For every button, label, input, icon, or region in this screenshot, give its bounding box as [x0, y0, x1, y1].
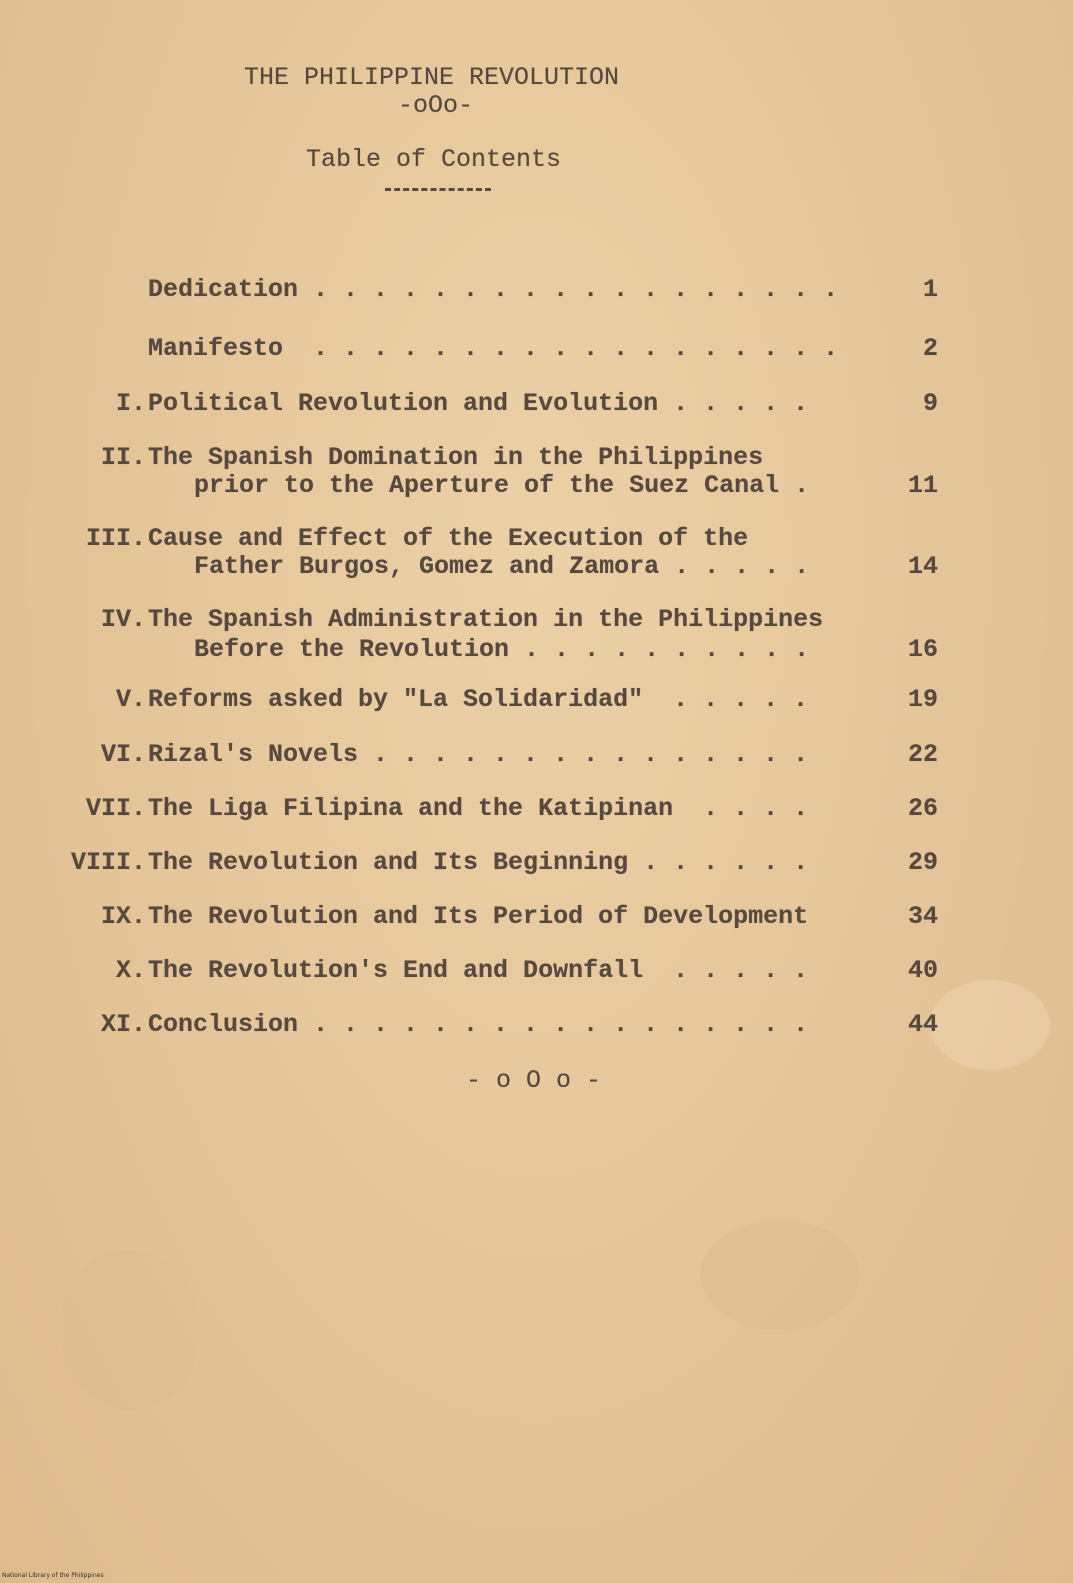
toc-page-number: 19 [907, 685, 938, 714]
toc-title: Dedication . . . . . . . . . . . . . . . . . . [148, 275, 839, 304]
toc-title: The Spanish Administration in the Philippines [148, 605, 824, 634]
toc-numeral: III. [85, 524, 146, 553]
toc-title: Reforms asked by "La Solidaridad" . . . . . [148, 685, 809, 714]
document-title: THE PHILIPPINE REVOLUTION [244, 63, 620, 92]
toc-title-continuation: Before the Revolution . . . . . . . . . . [194, 635, 810, 664]
toc-title-continuation: Father Burgos, Gomez and Zamora . . . . . [194, 552, 810, 581]
toc-title: Conclusion . . . . . . . . . . . . . . . . . [148, 1010, 809, 1039]
toc-page-number: 14 [907, 552, 938, 581]
closing-ornament: - o O o - [466, 1066, 602, 1095]
toc-numeral: X. [115, 956, 146, 985]
toc-numeral: I. [115, 389, 146, 418]
title-ornament: -oOo- [398, 91, 474, 120]
toc-numeral: IV. [100, 605, 146, 634]
toc-numeral: VII. [85, 794, 146, 823]
toc-title: The Revolution and Its Beginning . . . . . . [148, 848, 809, 877]
toc-page-number: 26 [907, 794, 938, 823]
toc-heading: Table of Contents [306, 145, 562, 174]
toc-title: Cause and Effect of the Execution of the [148, 524, 749, 553]
toc-title: The Liga Filipina and the Katipinan . . . . [148, 794, 809, 823]
toc-page-number: 16 [907, 635, 938, 664]
library-credit: National Library of the Philippines [2, 1572, 104, 1579]
toc-page-number: 2 [922, 334, 938, 363]
toc-title: The Revolution's End and Downfall . . . . . [148, 956, 809, 985]
toc-title: Political Revolution and Evolution . . . . . [148, 389, 809, 418]
toc-title: Manifesto . . . . . . . . . . . . . . . . . . [148, 334, 839, 363]
toc-title: The Revolution and Its Period of Development [148, 902, 809, 931]
toc-page-number: 1 [922, 275, 938, 304]
toc-numeral: XI. [100, 1010, 146, 1039]
toc-numeral: VI. [100, 740, 146, 769]
toc-numeral: II. [100, 443, 146, 472]
toc-title: Rizal's Novels . . . . . . . . . . . . . . . [148, 740, 809, 769]
toc-page-number: 22 [907, 740, 938, 769]
toc-title: The Spanish Domination in the Philippines [148, 443, 764, 472]
toc-numeral: VIII. [70, 848, 146, 877]
toc-page-number: 44 [907, 1010, 938, 1039]
toc-page-number: 40 [907, 956, 938, 985]
toc-numeral: IX. [100, 902, 146, 931]
toc-numeral: V. [115, 685, 146, 714]
toc-page-number: 11 [907, 471, 938, 500]
toc-title-continuation: prior to the Aperture of the Suez Canal . [194, 471, 810, 500]
toc-page-number: 9 [922, 389, 938, 418]
toc-page-number: 34 [907, 902, 938, 931]
toc-page-number: 29 [907, 848, 938, 877]
